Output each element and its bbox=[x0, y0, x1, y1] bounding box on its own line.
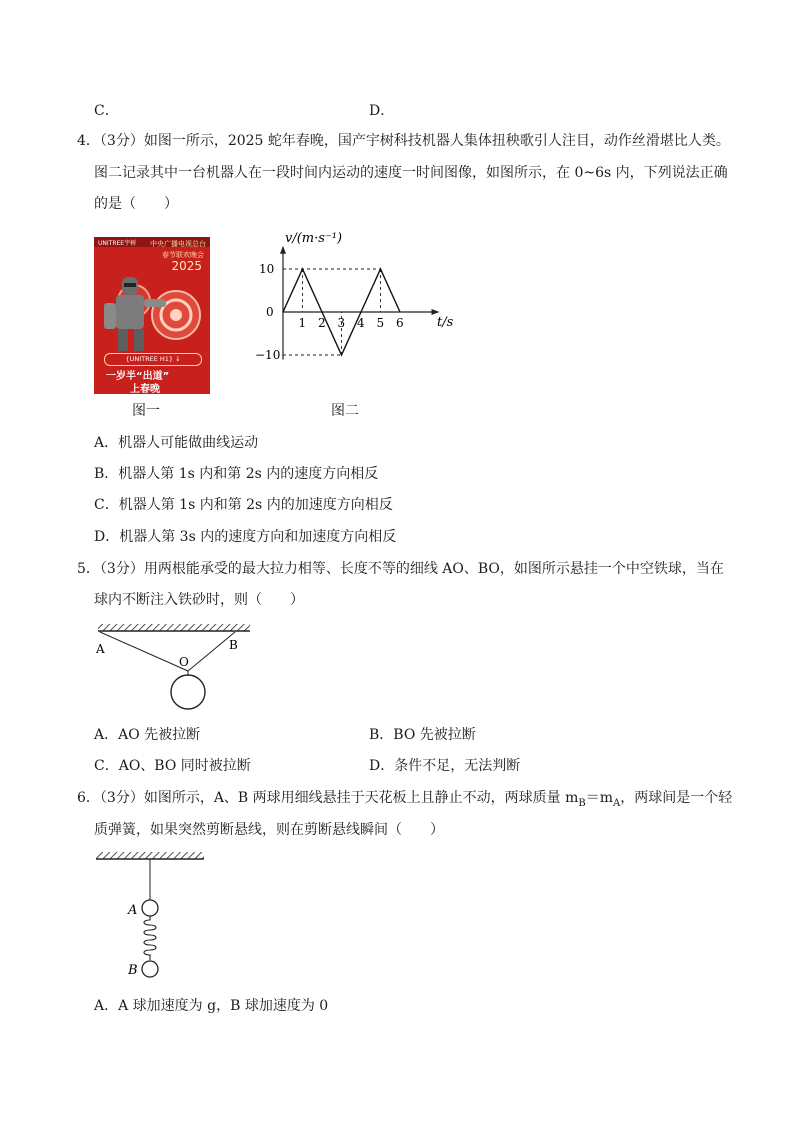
label-b: B bbox=[229, 638, 238, 652]
x-tick-label-2: 2 bbox=[318, 316, 326, 330]
q6-figure bbox=[92, 848, 212, 983]
q5-figure bbox=[92, 620, 257, 712]
poster-slogan1: 一岁半“出道” bbox=[106, 371, 170, 382]
string-bo bbox=[188, 632, 235, 671]
q6-sub-a: A bbox=[613, 797, 621, 809]
q5-stem-line2: 球内不断注入铁砂时，则（ ） bbox=[94, 592, 304, 608]
label-o: O bbox=[179, 655, 189, 669]
q6-sub-b: B bbox=[578, 797, 586, 809]
label-b: B bbox=[128, 963, 138, 978]
ball-b bbox=[142, 961, 158, 977]
q4-stem-line1: 4．（3分）如图一所示，2025 蛇年春晚，国产宇树科技机器人集体扭秧歌引人注目，动作丝滑堪比人类。 bbox=[77, 133, 730, 149]
y-tick-label-1: 0 bbox=[266, 305, 274, 319]
q5-option-d: D．条件不足，无法判断 bbox=[369, 758, 521, 774]
figure2-vt-graph bbox=[255, 228, 465, 388]
y-axis-arrow bbox=[280, 246, 286, 254]
q4-option-b: B．机器人第 1s 内和第 2s 内的速度方向相反 bbox=[94, 466, 379, 482]
ceiling-hatch bbox=[98, 624, 250, 631]
x-tick-label-6: 6 bbox=[396, 316, 404, 330]
x-tick-label-4: 4 bbox=[357, 316, 365, 330]
poster-slogan2: 上春晚 bbox=[130, 384, 160, 394]
x-tick-label-5: 5 bbox=[376, 316, 385, 330]
label-a: A bbox=[96, 642, 105, 656]
q6-option-a: A．A 球加速度为 g，B 球加速度为 0 bbox=[94, 998, 329, 1014]
string-ao bbox=[100, 632, 188, 671]
q6-eq: ＝m bbox=[585, 790, 614, 806]
option-d-prev: D． bbox=[369, 103, 395, 119]
q5-option-c: C．AO、BO 同时被拉断 bbox=[94, 758, 251, 774]
figure1-caption: 图一 bbox=[132, 403, 160, 419]
q5-stem-line1: 5．（3分）用两根能承受的最大拉力相等、长度不等的细线 AO、BO，如图所示悬挂一个中空铁球，当在 bbox=[77, 561, 724, 577]
q6-stem-part2: ，两球间是一个轻 bbox=[620, 790, 733, 806]
x-tick-label-3: 3 bbox=[337, 316, 346, 330]
x-tick-label-1: 1 bbox=[298, 316, 307, 330]
q6-stem-line2: 质弹簧，如果突然剪断悬线，则在剪断悬线瞬间（ ） bbox=[94, 822, 444, 838]
figure2-caption: 图二 bbox=[331, 403, 359, 419]
q4-option-c: C．机器人第 1s 内和第 2s 内的加速度方向相反 bbox=[94, 497, 393, 513]
poster-title1: 中央广播电视总台 bbox=[150, 240, 206, 248]
poster-year: 2025 bbox=[171, 259, 202, 273]
chart-ylabel: v/(m·s⁻¹) bbox=[285, 231, 343, 246]
q4-stem-line3: 的是（ ） bbox=[94, 196, 178, 212]
poster-brand: UNITREE宇树 bbox=[98, 240, 137, 247]
chart-xlabel: t/s bbox=[437, 315, 454, 330]
option-c-prev: C． bbox=[94, 103, 119, 119]
spring bbox=[144, 916, 156, 960]
y-tick-label-0: 10 bbox=[259, 262, 275, 276]
q4-option-d: D．机器人第 3s 内的速度方向和加速度方向相反 bbox=[94, 529, 397, 545]
q6-stem-line1 bbox=[77, 788, 732, 814]
q5-option-b: B．BO 先被拉断 bbox=[369, 727, 476, 743]
q5-option-a: A．AO 先被拉断 bbox=[94, 727, 201, 743]
ceiling-hatch bbox=[96, 852, 204, 859]
ball-a bbox=[142, 900, 158, 916]
q4-option-a: A．机器人可能做曲线运动 bbox=[94, 435, 259, 451]
figure1-poster bbox=[94, 237, 210, 394]
hollow-iron-ball bbox=[171, 675, 205, 709]
q6-stem-part1: 6．（3分）如图所示，A、B 两球用细线悬挂于天花板上且静止不动，两球质量 m bbox=[77, 790, 579, 806]
label-a: A bbox=[128, 903, 138, 918]
y-tick-label-2: −10 bbox=[255, 348, 281, 362]
q4-stem-line2: 图二记录其中一台机器人在一段时间内运动的速度一时间图像，如图所示，在 0~6s 内，下列说法正确 bbox=[94, 165, 728, 181]
poster-badge: {UNITREE H1} ↓ bbox=[104, 353, 202, 366]
poster-title2: 春节联欢晚会 bbox=[162, 251, 204, 259]
